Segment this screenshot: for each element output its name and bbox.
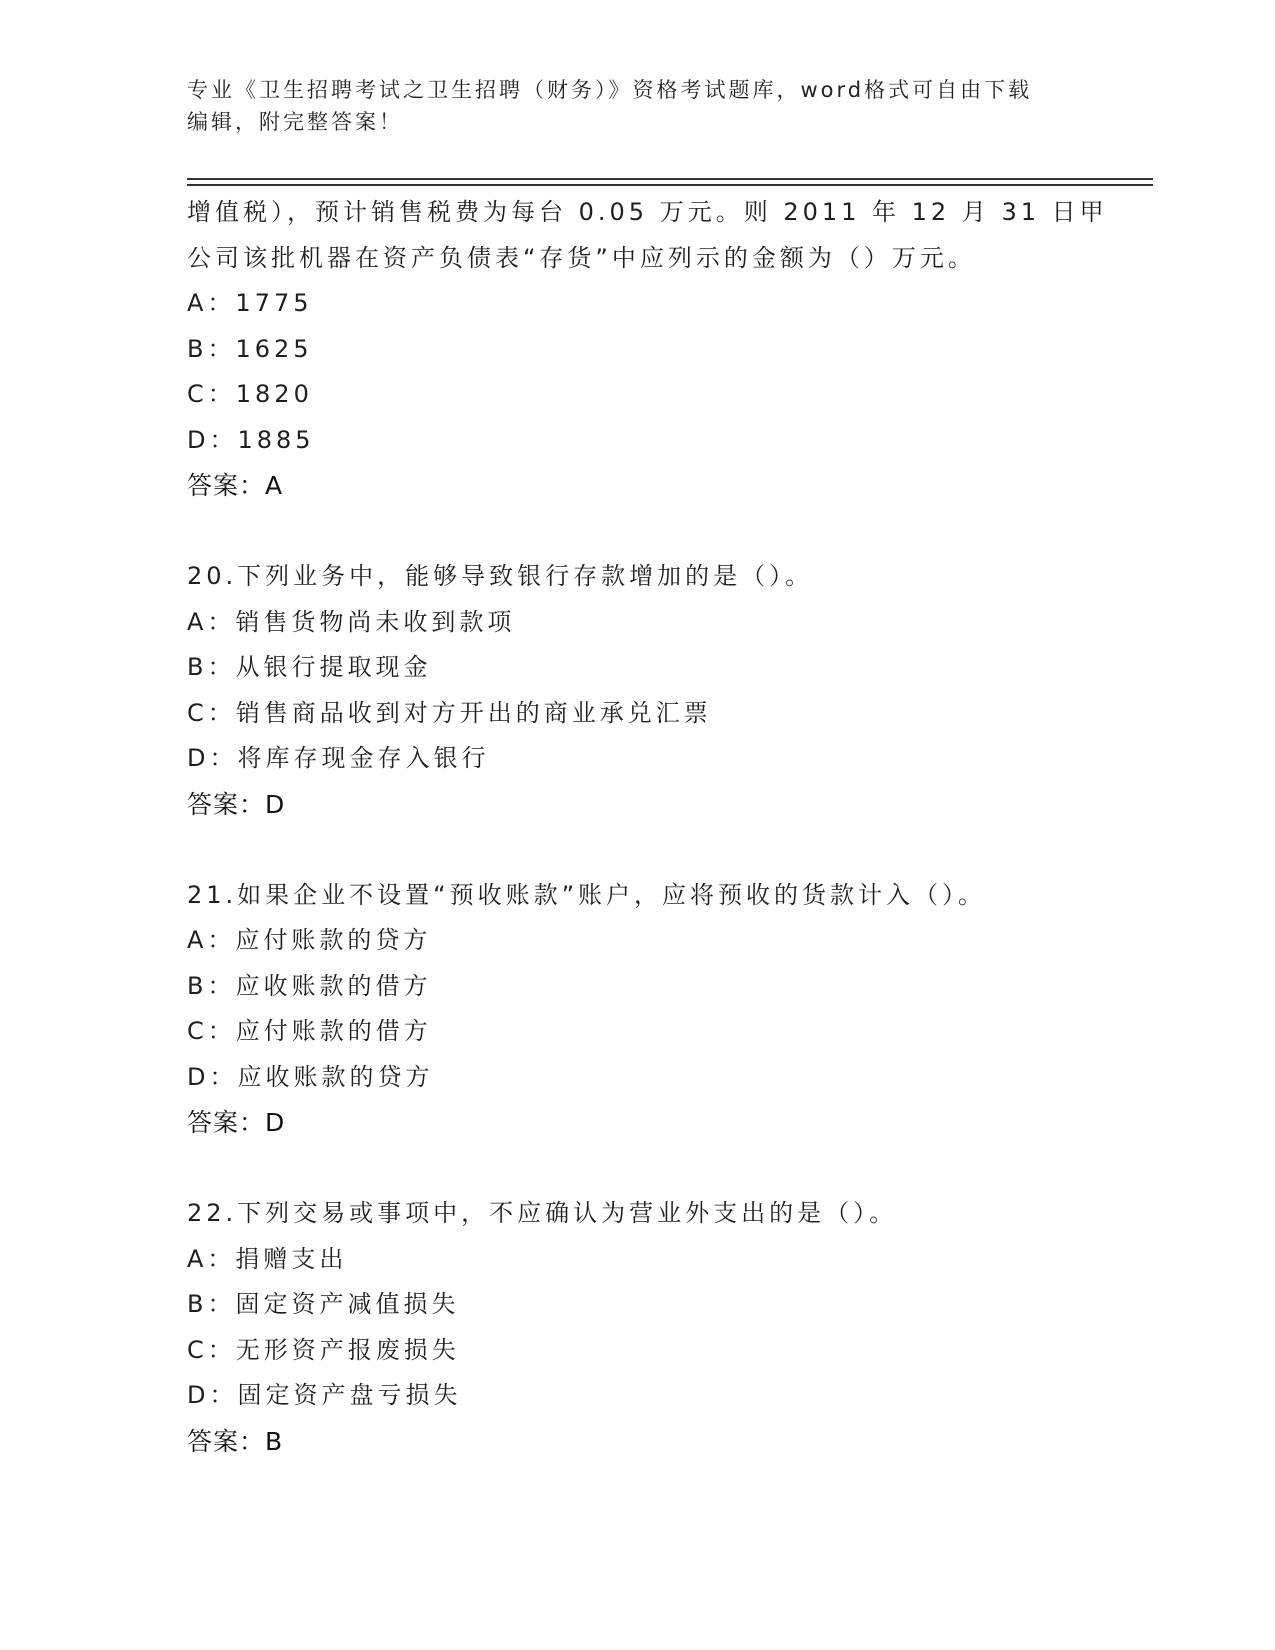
spacer — [187, 509, 1107, 555]
document-header — [187, 74, 1067, 138]
option-c: C：销售商品收到对方开出的商业承兑汇票 — [187, 698, 712, 727]
answer-line: 答案：A — [187, 471, 284, 500]
option-d: D：1885 — [187, 425, 315, 454]
question-stem-line: 增值税），预计销售税费为每台 0.05 万元。则 2011 年 12 月 31 日甲 — [187, 198, 1108, 226]
answer-line: 答案：B — [187, 1426, 284, 1456]
option-a: A：捐赠支出 — [187, 1244, 348, 1273]
option-c: C：1820 — [187, 380, 313, 408]
option-c: C：应付账款的借方 — [187, 1017, 432, 1045]
option-b: B：1625 — [187, 334, 313, 363]
option-b: B：固定资产减值损失 — [187, 1290, 460, 1318]
question-21 — [187, 873, 1107, 1146]
question-stem-line: 公司该批机器在资产负债表“存货”中应列示的金额为（）万元。 — [187, 243, 976, 272]
question-19-continuation — [187, 190, 1107, 509]
answer-line: 答案：D — [187, 789, 286, 819]
option-d: D：应收账款的贷方 — [187, 1062, 434, 1091]
question-stem: 21.如果企业不设置“预收账款”账户，应将预收的货款计入（）。 — [187, 880, 987, 909]
header-rule-top — [187, 178, 1153, 180]
option-a: A：销售货物尚未收到款项 — [187, 607, 516, 636]
question-22 — [187, 1191, 1107, 1464]
option-d: D：将库存现金存入银行 — [187, 744, 490, 772]
answer-line: 答案：D — [187, 1108, 286, 1137]
spacer — [187, 1146, 1107, 1192]
option-b: B：应收账款的借方 — [187, 971, 432, 1000]
spacer — [187, 827, 1107, 873]
option-c: C：无形资产报废损失 — [187, 1335, 460, 1364]
question-stem: 20.下列业务中，能够导致银行存款增加的是（）。 — [187, 562, 814, 590]
option-d: D：固定资产盘亏损失 — [187, 1381, 462, 1409]
header-rule-bottom — [187, 184, 1153, 186]
option-b: B：从银行提取现金 — [187, 653, 432, 681]
header-line-1: 专业《卫生招聘考试之卫生招聘（财务）》资格考试题库，word格式可自由下载 — [187, 78, 1033, 102]
option-a: A：1775 — [187, 289, 313, 317]
question-20 — [187, 554, 1107, 827]
header-line-2: 编辑，附完整答案！ — [187, 110, 403, 134]
question-content — [187, 190, 1107, 1464]
option-a: A：应付账款的贷方 — [187, 926, 432, 954]
question-stem: 22.下列交易或事项中，不应确认为营业外支出的是（）。 — [187, 1199, 898, 1227]
